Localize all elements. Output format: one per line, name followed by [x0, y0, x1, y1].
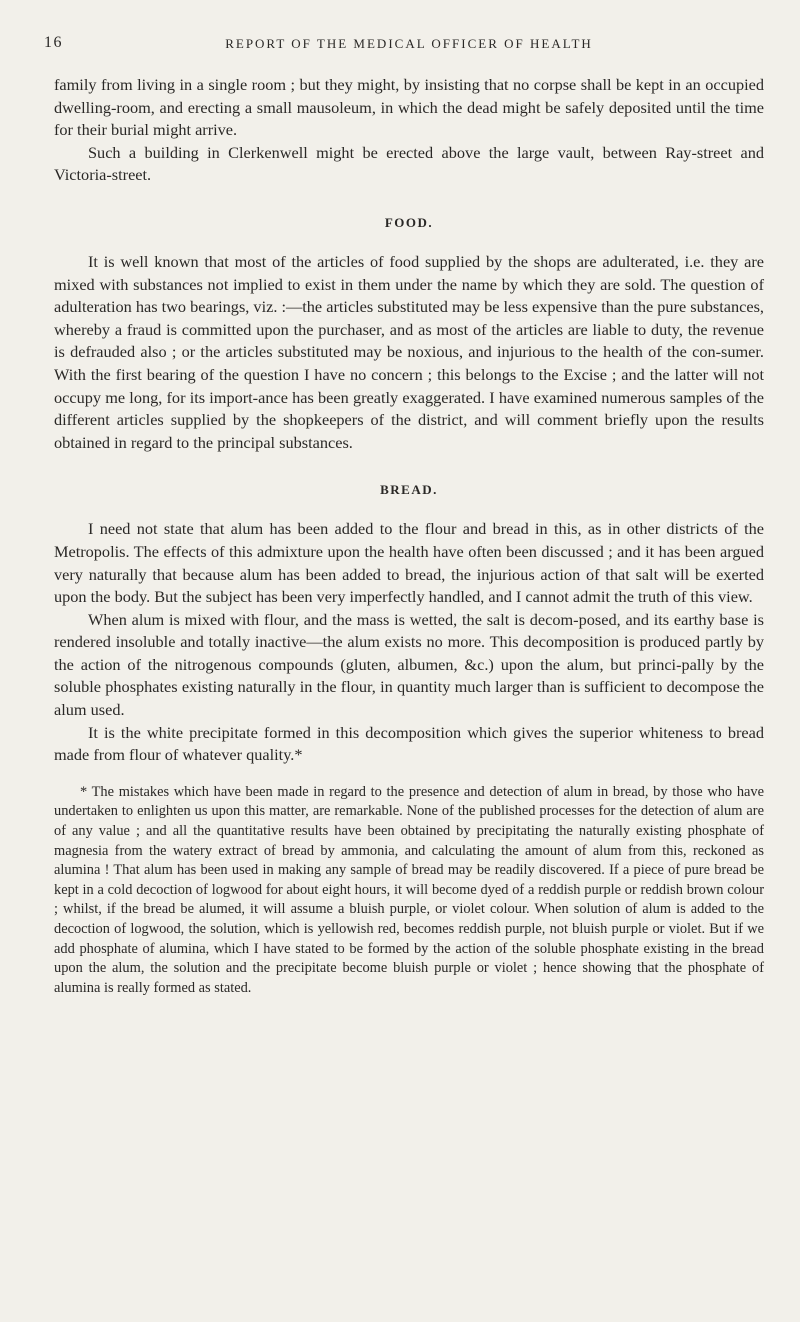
food-heading: FOOD. — [384, 214, 434, 230]
running-title: REPORT OF THE MEDICAL OFFICER OF HEALTH — [225, 36, 593, 51]
food-section — [54, 251, 764, 454]
intro-paragraph-1: family from living in a single room ; but they might, by insisting that no corpse shall be kept in an occupied dwelling-room, and erecting a small mausoleum, in which the dead might be safely deposited until the time for their burial might arrive. — [54, 75, 764, 140]
intro-section — [54, 74, 764, 187]
bread-paragraph-1: I need not state that alum has been added to the flour and bread in this, as in other districts of the Metropolis. The effects of this admixture upon the health have often been discussed ; and it has been argued very naturally that because alum has been added to bread, the injurious action of that salt will be exerted upon the body. But the subject has been very imperfectly handled, and I cannot admit the truth of this view. — [54, 519, 764, 607]
bread-paragraph-2: When alum is mixed with flour, and the mass is wetted, the salt is decom-posed, and its earthy base is rendered insoluble and totally inactive—the alum exists no more. This decomposition is produced partly by the action of the nitrogenous compounds (gluten, albumen, &c.) upon the alum, but princi-pally by the soluble phosphates existing naturally in the flour, in quantity much larger than is sufficient to decompose the alum used. — [54, 609, 764, 720]
footnote-text: * The mistakes which have been made in regard to the presence and detection of alum in bread, by those who have undertaken to enlighten us upon this matter, are remarkable. None of the published processes for the detection of alum are of any value ; and all the quantitative results have been obtained by precipitating the naturally existing phosphate of magnesia from the watery extract of bread by ammonia, and calculating the amount of alum from this, reckoned as alumina ! That alum has been used in making any sample of bread may be readily discovered. If a piece of pure bread be kept in a cold decoction of logwood for about eight hours, it will become dyed of a reddish purple or reddish brown colour ; whilst, if the bread be alumed, it will assume a bluish purple, or violet colour. When solution of alum is added to the decoction of logwood, the solution, which is yellowish red, becomes reddish purple, not bluish purple or violet. But if we add phosphate of alumina, which I have stated to be formed by the action of the soluble phosphate existing in the bread upon the alum, the solution and the precipitate become bluish purple or violet ; hence showing that the phosphate of alumina is really formed as stated. — [54, 783, 764, 996]
page-number: 16 — [44, 34, 63, 51]
intro-paragraph-2: Such a building in Clerkenwell might be erected above the large vault, between Ray-street and Victoria-street. — [54, 142, 764, 185]
running-head — [44, 28, 764, 58]
bread-paragraph-3: It is the white precipitate formed in this decomposition which gives the superior whiteness to bread made from flour of whatever quality.* — [54, 722, 764, 765]
food-paragraph-1: It is well known that most of the articles of food supplied by the shops are adulterated, i.e. they are mixed with substances not implied to exist in them under the name by which they are sold. The question of adulteration has two bearings, viz. :—the articles substituted may be less expensive than the pure substances, whereby a fraud is committed upon the purchaser, and as most of the articles are liable to duty, the revenue is defrauded also ; or the articles substituted may be noxious, and injurious to the health of the con-sumer. With the first bearing of the question I have no concern ; this belongs to the Excise ; and the latter will not occupy me long, for its import-ance has been greatly exaggerated. I have examined numerous samples of the different articles supplied by the shopkeepers of the district, and will comment briefly upon the results obtained in regard to the principal substances. — [54, 251, 764, 452]
footnote — [54, 783, 764, 999]
bread-heading: BREAD. — [380, 482, 438, 498]
bread-section — [54, 518, 764, 767]
